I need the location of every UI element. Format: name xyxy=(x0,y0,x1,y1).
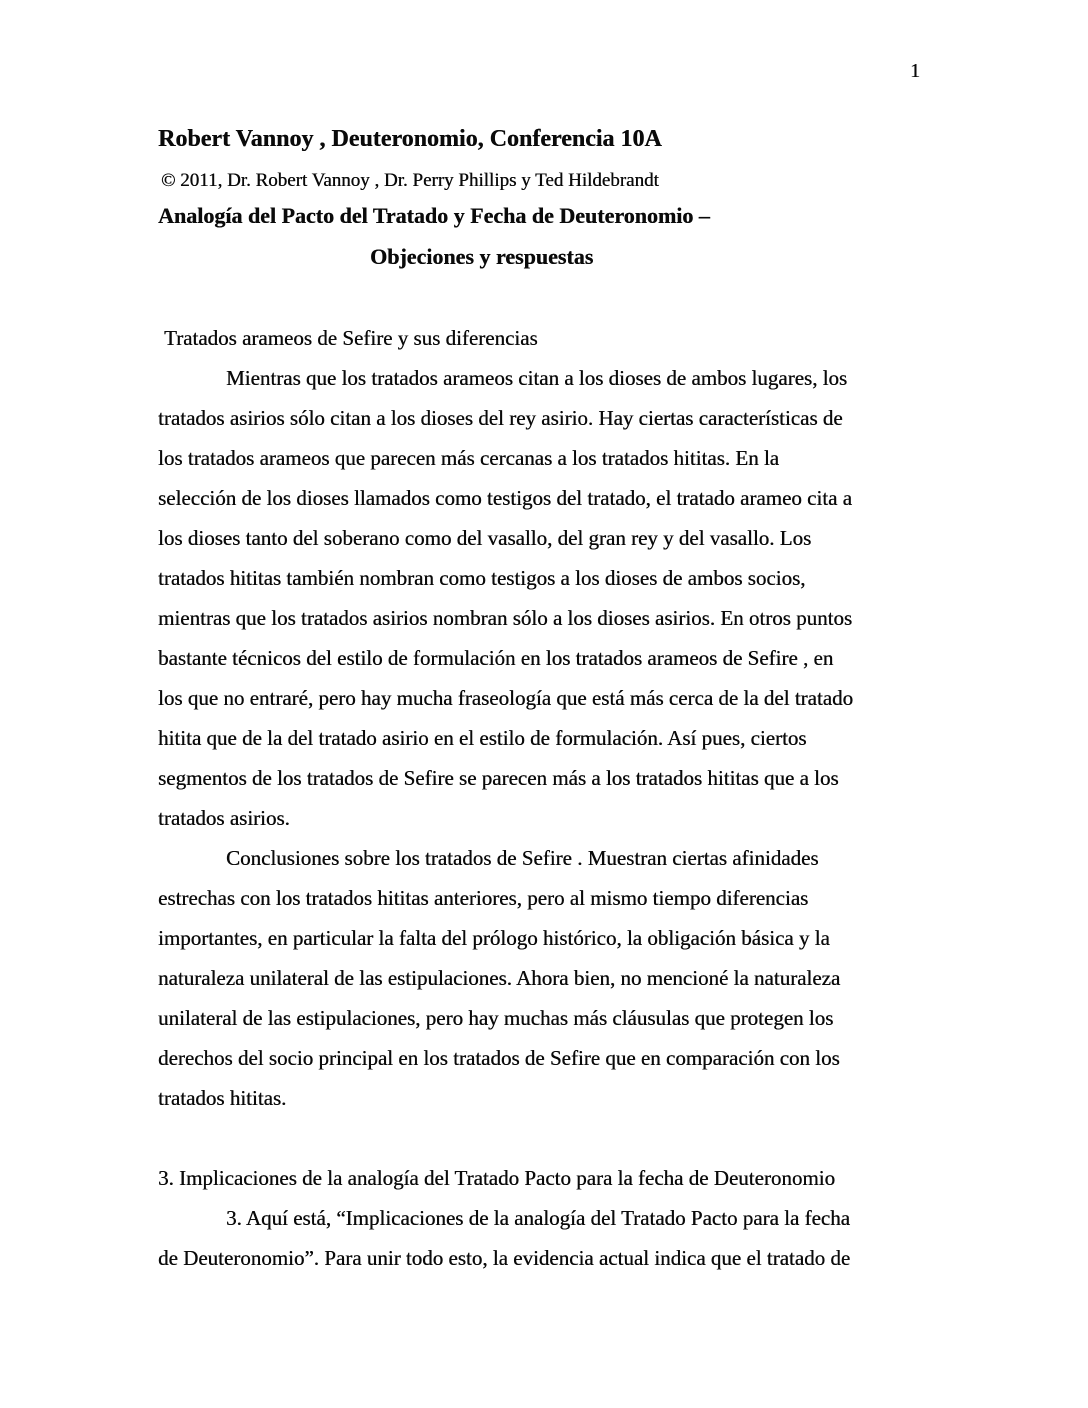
text-line: tratados asirios. xyxy=(158,806,290,830)
text-line: Tratados arameos de Sefire y sus diferencias xyxy=(164,326,538,350)
text-line: hitita que de la del tratado asirio en el estilo de formulación. Así pues, ciertos xyxy=(158,726,807,750)
text-line: segmentos de los tratados de Sefire se parecen más a los tratados hititas que a los xyxy=(158,766,839,790)
text-line: los que no entraré, pero hay mucha fraseología que está más cerca de la del tratado xyxy=(158,686,854,710)
text-line: los tratados arameos que parecen más cercanas a los tratados hititas. En la xyxy=(158,446,780,470)
text-line: 3. Implicaciones de la analogía del Tratado Pacto para la fecha de Deuteronomio xyxy=(158,1166,836,1190)
text-line: Conclusiones sobre los tratados de Sefire . Muestran ciertas afinidades xyxy=(226,846,819,870)
subtitle-line-2: Objeciones y respuestas xyxy=(370,244,594,269)
text-line: bastante técnicos del estilo de formulación en los tratados arameos de Sefire , en xyxy=(158,646,834,670)
text-line: tratados asirios sólo citan a los dioses del rey asirio. Hay ciertas características de xyxy=(158,406,843,430)
text-line: Mientras que los tratados arameos citan a los dioses de ambos lugares, los xyxy=(226,366,848,390)
text-line: derechos del socio principal en los tratados de Sefire que en comparación con los xyxy=(158,1046,840,1070)
text-line: tratados hititas también nombran como testigos a los dioses de ambos socios, xyxy=(158,566,806,590)
text-line: tratados hititas. xyxy=(158,1086,287,1110)
text-line: mientras que los tratados asirios nombran sólo a los dioses asirios. En otros puntos xyxy=(158,606,853,630)
body-text xyxy=(158,318,978,1278)
document-title: Robert Vannoy , Deuteronomio, Conferencia 10A xyxy=(158,126,662,152)
text-line: estrechas con los tratados hititas anteriores, pero al mismo tiempo diferencias xyxy=(158,886,809,910)
copyright-line: © 2011, Dr. Robert Vannoy , Dr. Perry Phillips y Ted Hildebrandt xyxy=(161,170,659,191)
text-line: unilateral de las estipulaciones, pero hay muchas más cláusulas que protegen los xyxy=(158,1006,834,1030)
page-number: 1 xyxy=(910,60,920,82)
text-line: de Deuteronomio”. Para unir todo esto, la evidencia actual indica que el tratado de xyxy=(158,1246,851,1270)
text-line: 3. Aquí está, “Implicaciones de la analogía del Tratado Pacto para la fecha xyxy=(226,1206,850,1230)
text-line: naturaleza unilateral de las estipulaciones. Ahora bien, no mencioné la naturaleza xyxy=(158,966,841,990)
subtitle-line-1: Analogía del Pacto del Tratado y Fecha de Deuteronomio – xyxy=(158,203,710,228)
text-line: selección de los dioses llamados como testigos del tratado, el tratado arameo cita a xyxy=(158,486,852,510)
text-line: importantes, en particular la falta del prólogo histórico, la obligación básica y la xyxy=(158,926,830,950)
text-line xyxy=(158,1118,978,1158)
text-line: los dioses tanto del soberano como del vasallo, del gran rey y del vasallo. Los xyxy=(158,526,812,550)
